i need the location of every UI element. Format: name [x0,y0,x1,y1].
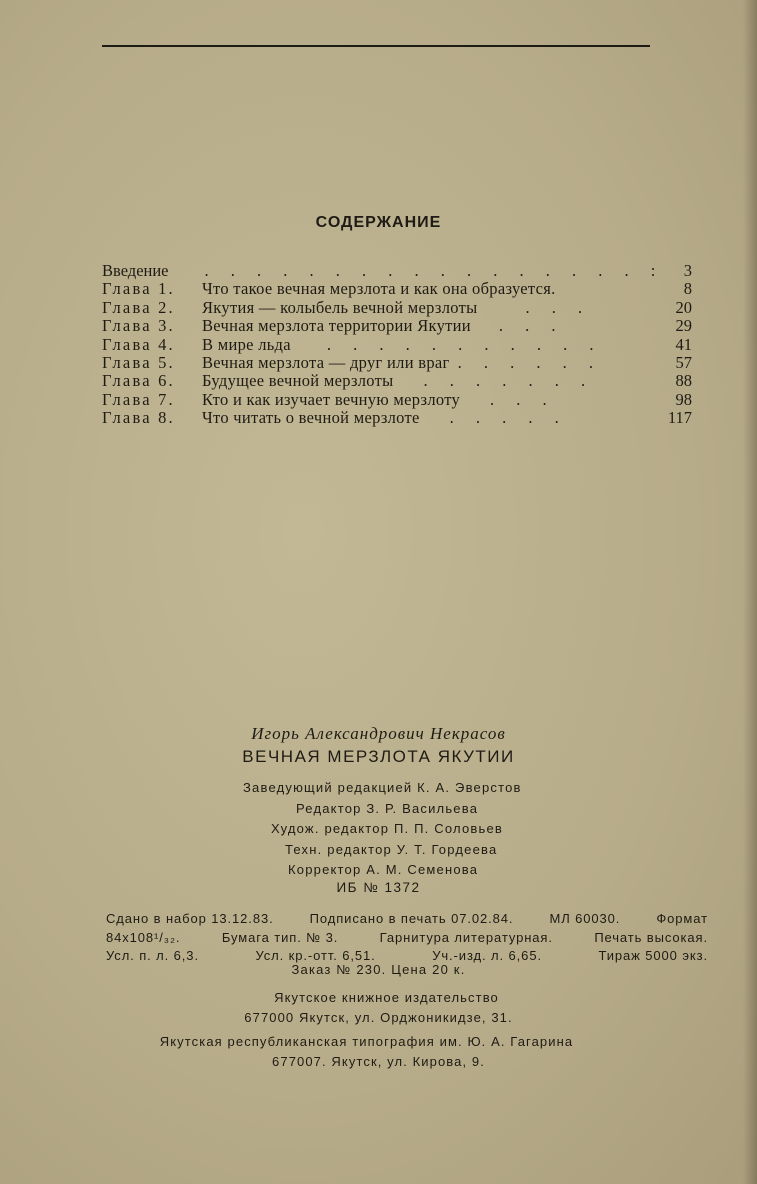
toc-page-number: 41 [675,334,692,354]
imprint-field: Гарнитура литературная. [379,929,553,945]
printer-name: Якутская республиканская типография им. Ю. А. Гагарина [159,1034,574,1049]
toc-dots: . . . . . . . [423,371,595,391]
imprint-field: Бумага тип. № 3. [221,929,339,945]
imprint-line [106,929,708,948]
imprint-field: Тираж 5000 экз. [598,948,708,963]
imprint-field: Подписано в печать 07.02.84. [309,911,514,926]
imprint-line [106,910,708,929]
imprint-field: Формат [656,911,708,926]
toc-title: Будущее вечной мерзлоты [202,371,394,391]
toc-row [102,299,692,317]
toc-title: Кто и как изучает вечную мерзлоту [202,389,461,409]
ib-number: ИБ № 1372 [336,880,421,895]
toc-page-number: 29 [675,316,692,336]
toc-dots: . . . . . [449,408,568,428]
toc-chapter: Глава 2. [102,297,175,317]
toc-chapter: Глава 8. [102,408,175,428]
staff-line: Техн. редактор У. Т. Гордеева [285,841,498,857]
toc-title: Вечная мерзлота территории Якутии [202,316,471,336]
toc-page-number: 88 [675,371,692,391]
toc-chapter: Глава 7. [102,389,175,409]
toc-row [102,280,692,298]
toc-title: Вечная мерзлота — друг или враг [202,352,450,372]
toc-chapter: Введение [102,261,169,280]
print-imprint [106,910,708,966]
author-name: Игорь Александрович Некрасов [251,724,506,743]
toc-page-number: 98 [675,389,692,409]
toc-page-number: 20 [675,297,692,317]
top-rule [102,45,650,47]
staff-line: Корректор А. М. Семенова [288,862,479,877]
book-title: ВЕЧНАЯ МЕРЗЛОТА ЯКУТИИ [242,747,515,766]
publisher-address: 677000 Якутск, ул. Орджоникидзе, 31. [244,1009,513,1025]
imprint-field: Печать высокая. [594,929,708,945]
toc-page-number: 8 [683,279,692,299]
imprint-field: Уч.-изд. л. 6,65. [432,948,542,963]
toc-title: В мире льда [202,334,291,354]
toc-chapter: Глава 6. [102,371,175,391]
imprint-field: МЛ 60030. [549,911,621,926]
imprint-field: Усл. кр.-отт. 6,51. [255,948,376,963]
publisher-name: Якутское книжное издательство [274,990,499,1005]
toc-row [102,262,692,280]
toc-chapter: Глава 3. [102,316,175,336]
publisher-block [0,988,757,1027]
toc-row [102,354,692,372]
toc-chapter: Глава 4. [102,334,175,354]
toc-title: Что читать о вечной мерзлоте [202,408,420,428]
printer-block [0,1032,757,1072]
toc-chapter: Глава 1. [102,279,175,299]
toc-page-number: 117 [667,408,692,428]
printer-address: 677007. Якутск, ул. Кирова, 9. [272,1054,485,1069]
imprint-field: 84x108¹/₃₂. [106,929,181,945]
editorial-staff [0,778,757,881]
toc-page-number: 3 [683,261,692,280]
toc-dots: . . . . . . . . . . . . . . . . . : [204,261,665,280]
toc-row [102,372,692,390]
order-and-price: Заказ № 230. Цена 20 к. [291,962,466,977]
table-of-contents [102,262,692,428]
toc-row [102,391,692,409]
imprint-field: Сдано в набор 13.12.83. [106,911,274,926]
toc-chapter: Глава 5. [102,352,175,372]
toc-dots: . . . [498,316,565,336]
toc-dots: . . . [490,389,556,409]
toc-row [102,336,692,354]
staff-line: Худож. редактор П. П. Соловьев [271,821,503,836]
toc-row [102,317,692,335]
imprint-field: Усл. п. л. 6,3. [106,948,199,963]
toc-dots: . . . [525,297,592,317]
toc-dots: . . . . . . . . . . . [326,334,603,354]
toc-dots: . . . . . . [457,352,602,372]
toc-title: Якутия — колыбель вечной мерзлоты [202,297,478,317]
staff-line: Заведующий редакцией К. А. Эверстов [243,780,522,795]
toc-row [102,409,692,427]
staff-line: Редактор З. Р. Васильева [296,800,479,816]
toc-page-number: 57 [675,352,692,372]
toc-title: Что такое вечная мерзлота и как она образуется. [202,279,556,299]
toc-heading: СОДЕРЖАНИЕ [315,214,442,231]
